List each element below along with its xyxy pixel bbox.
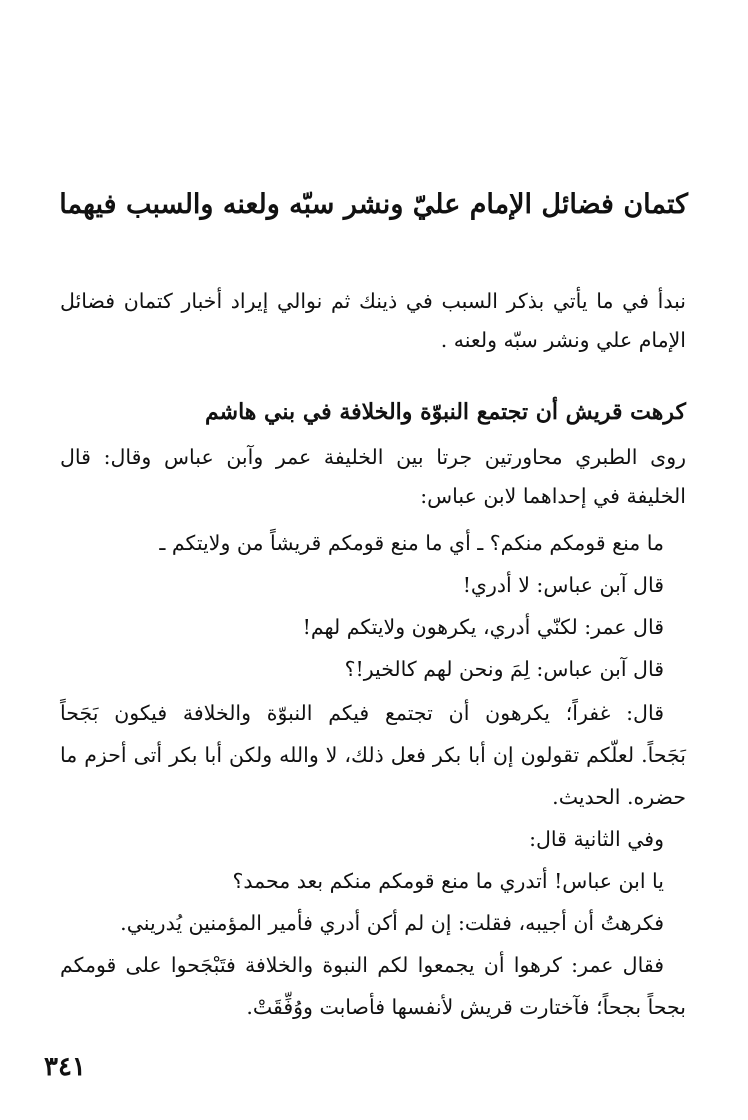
dialogue-line: ما منع قومكم منكم؟ ـ أي ما منع قومكم قريشاً من ولايتكم ـ [159, 531, 664, 555]
dialogue-line: قال آبن عباس: لا أدري! [462, 573, 664, 597]
intro-line-1: نبدأ في ما يأتي بذكر السبب في ذينك ثم نوالي إيراد أخبار كتمان فضائل [60, 289, 686, 313]
intro-paragraph [60, 282, 686, 360]
dialogue-line: يا ابن عباس! أتدري ما منع قومكم منكم بعد محمد؟ [232, 869, 664, 893]
dialogue-line: قال عمر: لكنّي أدري، يكرهون ولايتكم لهم! [302, 615, 664, 639]
dialogue-umar-reply [60, 692, 686, 818]
dialogue-line: قال آبن عباس: لِمَ ونحن لهم كالخير!؟ [344, 657, 664, 681]
dialogue-line: فكرهتُ أن أجيبه، فقلت: إن لم أكن أدري فأمير المؤمنين يُدريني. [120, 911, 664, 935]
intro-line-2: الإمام علي ونشر سبّه ولعنه . [440, 328, 686, 352]
reply-line-2: بَجَحاً. لعلّكم تقولون إن أبا بكر فعل ذلك، لا والله ولكن أبا بكر أتى أحزم ما [60, 743, 686, 767]
final-line-1: فقال عمر: كرهوا أن يجمعوا لكم النبوة والخلافة فتَبْجَحوا على قومكم [60, 953, 664, 977]
narration-paragraph [60, 438, 686, 516]
narration-line-1: روى الطبري محاورتين جرتا بين الخليفة عمر وآبن عباس وقال: قال [60, 445, 686, 469]
dialogue-first-exchange [60, 522, 664, 690]
narration-line-2: الخليفة في إحداهما لابن عباس: [420, 484, 686, 508]
section-heading: كرهت قريش أن تجتمع النبوّة والخلافة في بني هاشم [205, 399, 686, 425]
reply-line-3: حضره. الحديث. [552, 785, 686, 809]
dialogue-second-exchange [60, 818, 664, 944]
final-line-2: بجحاً بجحاً؛ فآختارت قريش لأنفسها فأصابت ووُفِّقَتْ. [246, 995, 686, 1019]
dialogue-line: وفي الثانية قال: [529, 827, 664, 851]
page-number: ٣٤١ [44, 1052, 86, 1082]
dialogue-final-reply [60, 944, 686, 1028]
reply-line-1: قال: غفراً؛ يكرهون أن تجتمع فيكم النبوّة والخلافة فيكون بَجَحاً [60, 701, 664, 725]
chapter-title: كتمان فضائل الإمام عليّ ونشر سبّه ولعنه والسبب فيهما [59, 189, 688, 220]
